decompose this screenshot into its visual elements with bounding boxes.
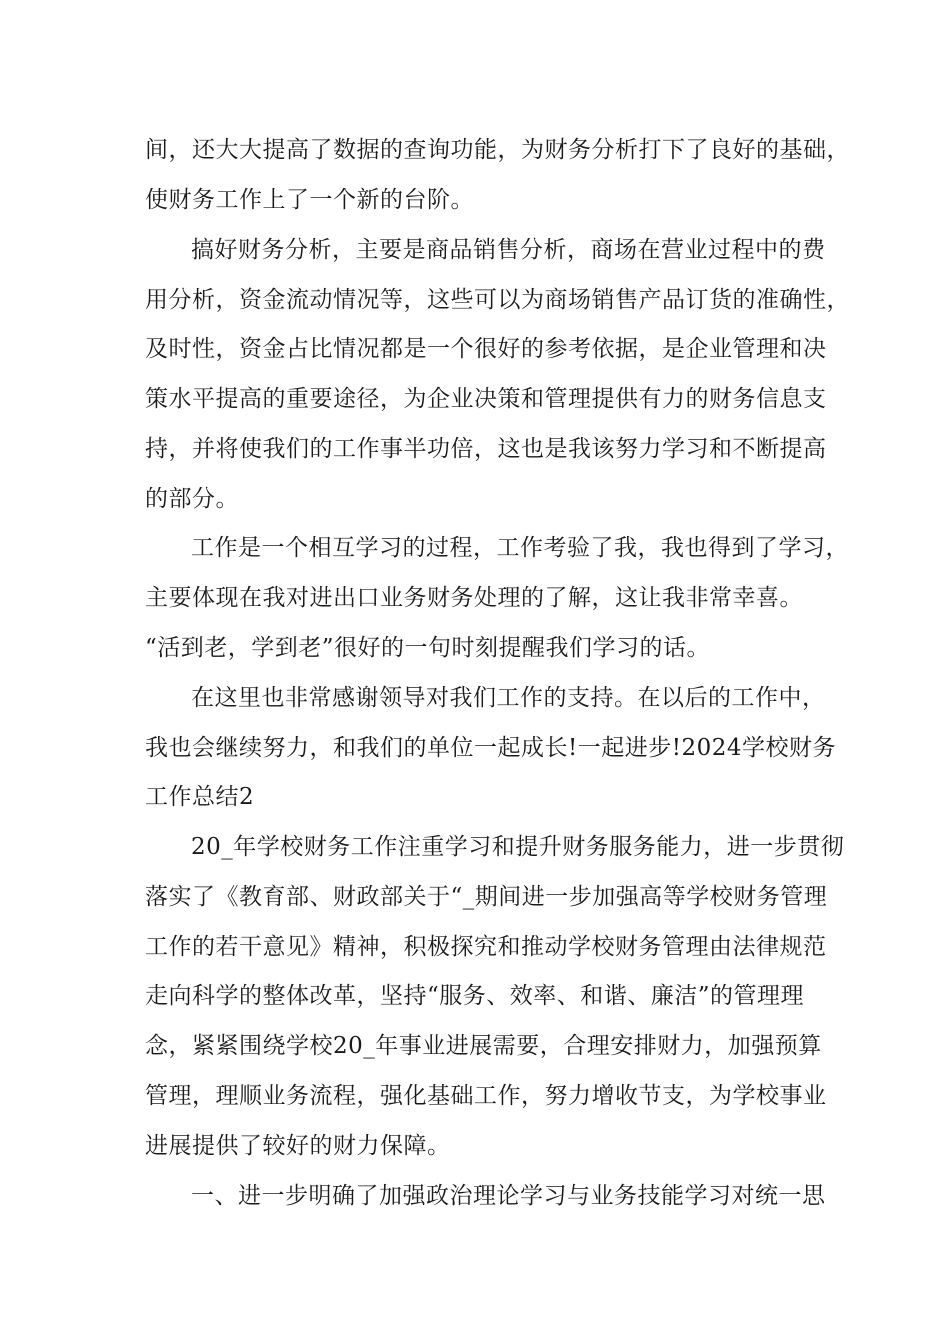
paragraph-first-line: 20_年学校财务工作注重学习和提升财务服务能力，进一步贯彻 <box>191 834 845 860</box>
text-line: 持，并将使我们的工作事半功倍，这也是我该努力学习和不断提高 <box>145 436 827 462</box>
text-line: 主要体现在我对进出口业务财务处理的了解，这让我非常幸喜。 <box>145 585 803 611</box>
paragraph-first-line: 一、进一步明确了加强政治理论学习与业务技能学习对统一思 <box>191 1183 826 1209</box>
text-line: 进展提供了较好的财力保障。 <box>145 1133 451 1159</box>
paragraph-first-line: 在这里也非常感谢领导对我们工作的支持。在以后的工作中， <box>191 685 826 711</box>
text-line: 用分析，资金流动情况等，这些可以为商场销售产品订货的准确性， <box>145 287 850 313</box>
paragraph-first-line: 工作是一个相互学习的过程，工作考验了我，我也得到了学习， <box>191 535 849 561</box>
text-line: 工作总结2 <box>145 784 255 810</box>
text-line: 策水平提高的重要途径，为企业决策和管理提供有力的财务信息支 <box>145 386 827 412</box>
text-line: 工作的若干意见》精神，积极探究和推动学校财务管理由法律规范 <box>145 934 827 960</box>
text-line: 间，还大大提高了数据的查询功能，为财务分析打下了良好的基础， <box>145 137 850 163</box>
text-line: 走向科学的整体改革，坚持“服务、效率、和谐、廉洁”的管理理 <box>145 983 805 1009</box>
text-line: “活到老，学到老”很好的一句时刻提醒我们学习的话。 <box>145 635 711 661</box>
paragraph-first-line: 搞好财务分析，主要是商品销售分析，商场在营业过程中的费 <box>191 237 826 263</box>
text-line: 管理，理顺业务流程，强化基础工作，努力增收节支，为学校事业 <box>145 1083 827 1109</box>
text-line: 落实了《教育部、财政部关于“_期间进一步加强高等学校财务管理 <box>145 884 828 910</box>
text-line: 我也会继续努力，和我们的单位一起成长!一起进步!2024学校财务 <box>145 735 837 761</box>
text-line: 及时性，资金占比情况都是一个很好的参考依据，是企业管理和决 <box>145 336 827 362</box>
text-line: 使财务工作上了一个新的台阶。 <box>145 187 474 213</box>
text-line: 的部分。 <box>145 486 239 512</box>
text-line: 念，紧紧围绕学校20_年事业进展需要，合理安排财力，加强预算 <box>145 1033 822 1059</box>
